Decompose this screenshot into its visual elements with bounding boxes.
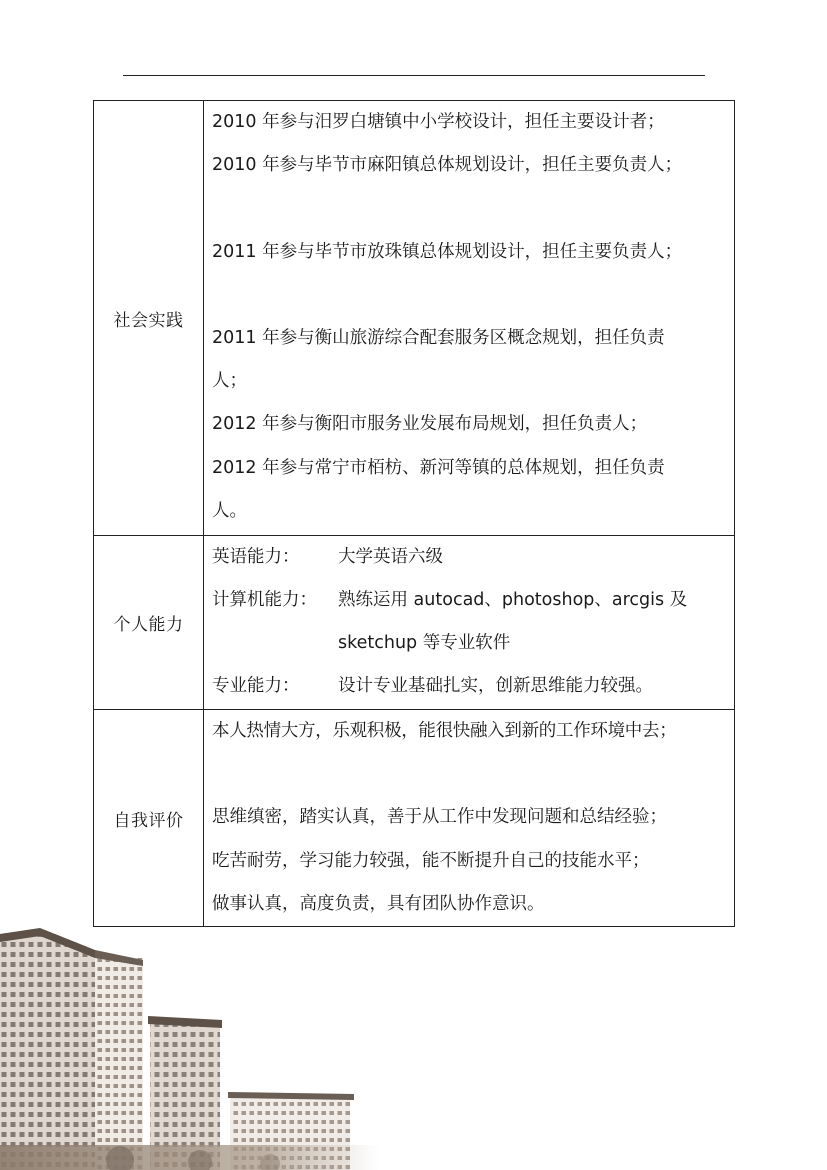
professional-ability [212,665,726,708]
computer-ability-value-line1: 熟练运用 autocad、photoshop、arcgis 及 [338,590,688,610]
practice-item: 2010 年参与毕节市麻阳镇总体规划设计，担任主要负责人； [212,155,683,176]
english-ability-value: 大学英语六级 [338,547,443,567]
practice-item: 2010 年参与汨罗白塘镇中小学校设计，担任主要设计者； [212,112,665,132]
evaluation-item: 吃苦耐劳，学习能力较强，能不断提升自己的技能水平； [212,850,650,871]
resume-table [93,100,735,927]
computer-ability-value [338,579,726,665]
evaluation-item: 本人热情大方，乐观积极，能很快融入到新的工作环境中去； [212,721,677,741]
practice-row [94,101,735,536]
ability-row [94,536,735,710]
practice-item: 2012 年参与常宁市栢枋、新河等镇的总体规划，担任负责 [212,457,665,478]
ability-content [204,536,735,710]
evaluation-item: 思维缜密，踏实认真，善于从工作中发现问题和总结经验； [212,807,667,828]
practice-item: 2011 年参与毕节市放珠镇总体规划设计，担任主要负责人； [212,241,683,262]
evaluation-label: 自我评价 [94,710,204,927]
practice-label: 社会实践 [94,101,204,536]
english-ability-key: 英语能力： [212,547,300,567]
practice-item: 人。 [212,500,247,521]
computer-ability-value-line2: sketchup 等专业软件 [338,633,511,653]
practice-item: 人； [212,371,247,392]
header-rule [123,75,705,76]
building-illustration [0,920,380,1170]
evaluation-item: 做事认真，高度负责，具有团队协作意识。 [212,893,545,914]
professional-ability-key: 专业能力： [212,676,300,696]
practice-content [204,101,735,536]
practice-item: 2011 年参与衡山旅游综合配套服务区概念规划，担任负责 [212,327,665,348]
computer-ability-key: 计算机能力： [212,590,317,610]
computer-ability [212,579,726,665]
professional-ability-value: 设计专业基础扎实，创新思维能力较强。 [338,676,653,696]
evaluation-row [94,710,735,927]
evaluation-content [204,710,735,927]
english-ability [212,536,726,579]
ability-label: 个人能力 [94,536,204,710]
practice-item: 2012 年参与衡阳市服务业发展布局规划，担任负责人； [212,414,648,435]
